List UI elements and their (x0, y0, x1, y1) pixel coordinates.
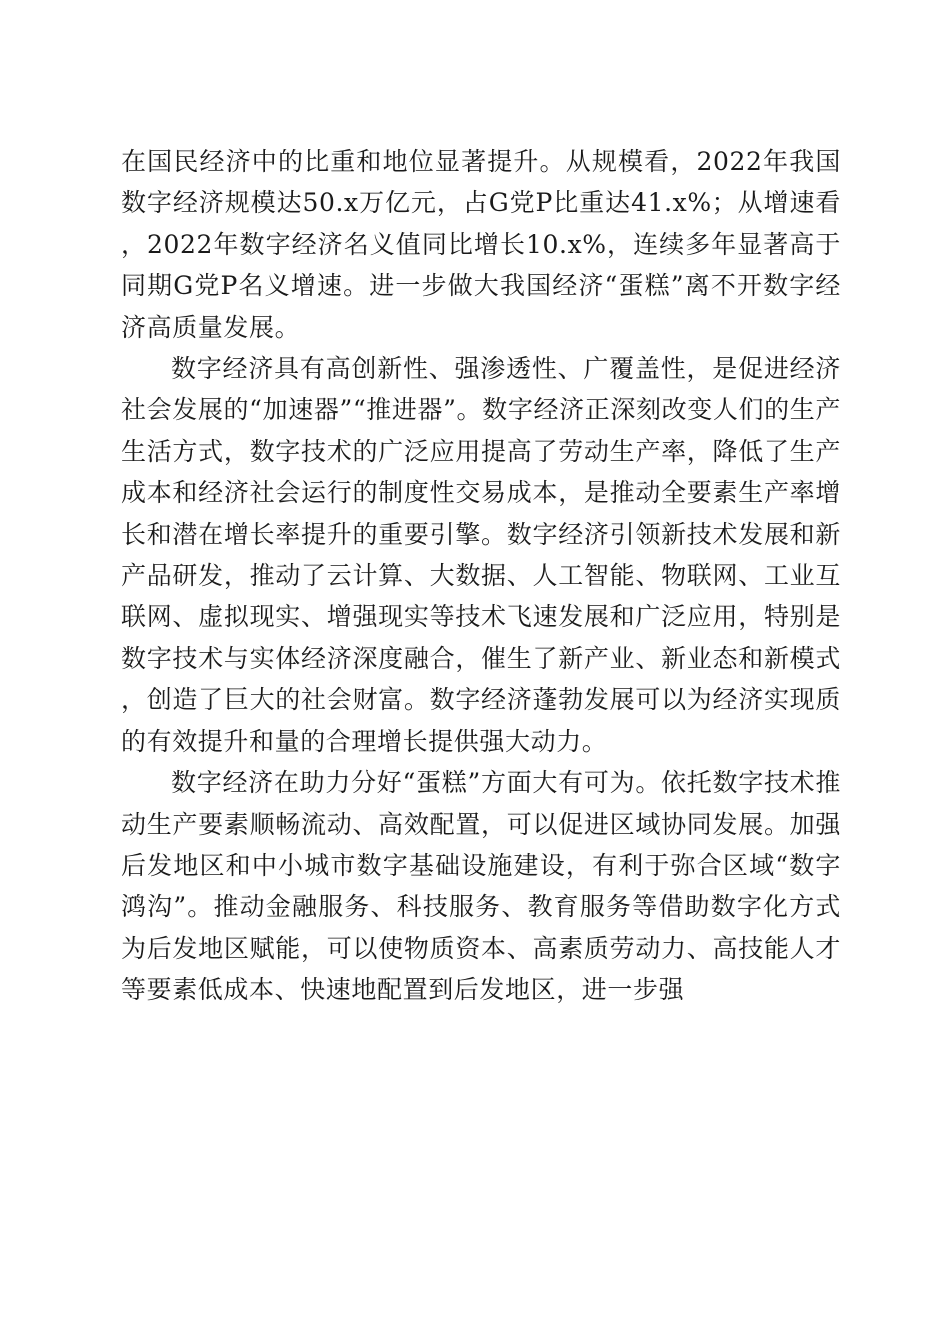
paragraph-digital-economy-features: 数字经济具有高创新性、强渗透性、广覆盖性，是促进经济社会发展的“加速器”“推进器”。数字经济正深刻改变人们的生产生活方式，数字技术的广泛应用提高了劳动生产率，降低了生产成本和经济社会运行的制度性交易成本，是推动全要素生产率增长和潜在增长率提升的重要引擎。数字经济引领新技术发展和新产品研发，推动了云计算、大数据、人工智能、物联网、工业互联网、虚拟现实、增强现实等技术飞速发展和广泛应用，特别是数字技术与实体经济深度融合，催生了新产业、新业态和新模式，创造了巨大的社会财富。数字经济蓬勃发展可以为经济实现质的有效提升和量的合理增长提供强大动力。 (121, 354, 841, 756)
paragraph-continued: 在国民经济中的比重和地位显著提升。从规模看，2022年我国数字经济规模达50.x万亿元，占G党P比重达41.x%；从增速看，2022年数字经济名义值同比增长10.x%，连续多年显著高于同期G党P名义增速。进一步做大我国经济“蛋糕”离不开数字经济高质量发展。 (121, 147, 841, 342)
paragraph-sharing-the-cake: 数字经济在助力分好“蛋糕”方面大有可为。依托数字技术推动生产要素顺畅流动、高效配置，可以促进区域协同发展。加强后发地区和中小城市数字基础设施建设，有利于弥合区域“数字鸿沟”。推动金融服务、科技服务、教育服务等借助数字化方式为后发地区赋能，可以使物质资本、高素质劳动力、高技能人才等要素低成本、快速地配置到后发地区，进一步强 (121, 768, 841, 1005)
document-body (121, 141, 841, 1011)
